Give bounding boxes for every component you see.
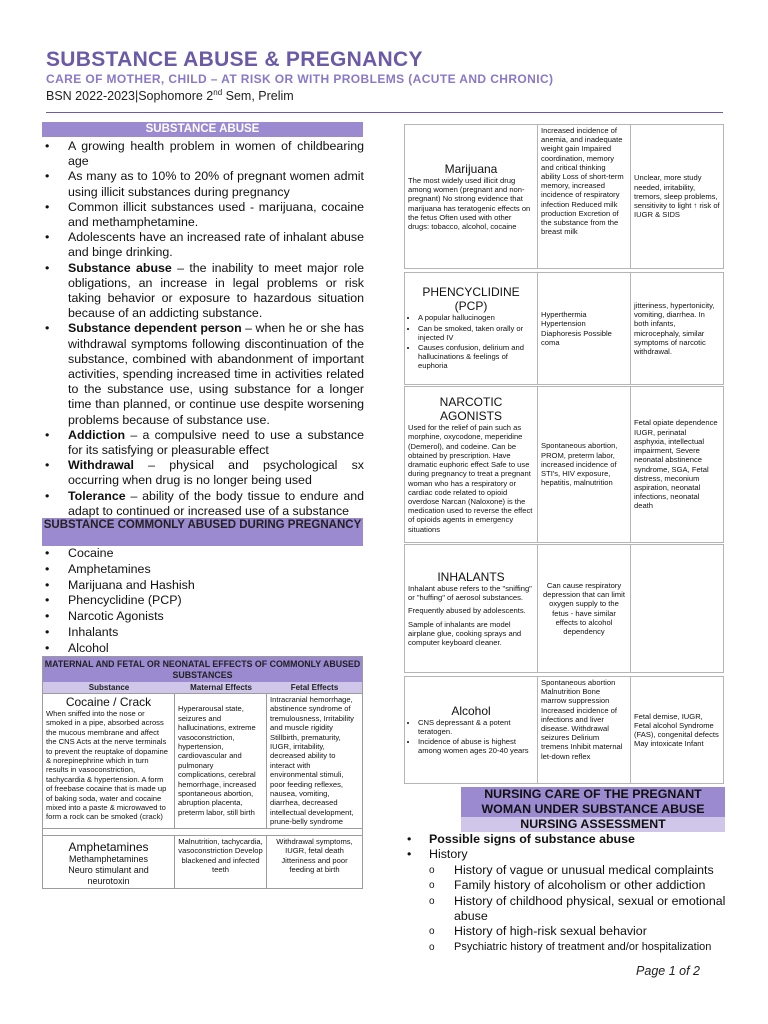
sublist-item: o History of childhood physical, sexual or emotional abuse	[429, 894, 726, 925]
maternal-effects-cell: Can cause respiratory depression that can limit oxygen supply to the fetus - have similar effects to alcohol dependency	[538, 545, 631, 672]
table-spacer	[43, 828, 362, 835]
fetal-effects-cell: Intracranial hemorrhage, abstinence syndrome of tremulousness, Irritability and muscle rigidity Stillbirth, prematurity, IUGR, irritability, decreased ability to interact with environmental stimuli, poor feeding reflexes, nausea, vomiting, diarrhea, decreased intellectual development, prune-belly syndrome	[270, 695, 354, 827]
substance-description: When sniffed into the nose or smoked in a pipe, absorbed across the mucous membrane and affect the CNS Acts at the nerve terminals to prevent the reuptake of dopamine & norepinephrine which in turn results in vasoconstriction, tachycardia & hypertension. A form of freebase cocaine that is made up of baking soda, water and cocaine mixed into a paste & microwaved to form a rock can be smoked (crack)	[46, 709, 169, 822]
section-header-nursing-care: NURSING CARE OF THE PREGNANT WOMAN UNDER SUBSTANCE ABUSE	[461, 787, 725, 817]
effects-table-header	[43, 682, 362, 693]
maternal-effects-cell: Hyperarousal state, seizures and hallucinations, extreme vasoconstriction, hypertension, cardiovascular and pulmonary complications, cerebral hemorrhage, increased spontaneous abortion, abruption placenta, preterm labor, still birth	[175, 694, 267, 828]
list-item: • Withdrawal – physical and psychological sx occurring when drug is no longer being used	[42, 458, 364, 488]
table-row-amphetamines	[43, 835, 362, 888]
meta-sup: nd	[213, 88, 223, 97]
fetal-effects-cell: Unclear, more study needed, irritability, tremors, sleep problems, sensitivity to light ↑ risk of IUGR & SIDS	[634, 173, 720, 220]
list-item: • Inhalants	[42, 625, 364, 641]
effects-table	[42, 656, 363, 889]
section-header-nursing-assessment: NURSING ASSESSMENT	[461, 817, 725, 832]
effects-table-title: MATERNAL AND FETAL OR NEONATAL EFFECTS OF COMMONLY ABUSED SUBSTANCES	[44, 659, 361, 680]
table-row-alcohol	[404, 676, 724, 784]
substance-cell: INHALANTS Inhalant abuse refers to the "sniffing" or "huffing" of aerosol substances. Frequently abused by adolescents. Sample of inhalants are model airplane glue, cooking sprays and computer keyboard cleaner.	[405, 545, 538, 672]
column-header: Substance	[88, 683, 130, 692]
table-row-marijuana	[404, 124, 724, 269]
substance-name: PHENCYCLIDINE (PCP)	[422, 285, 520, 314]
substance-name: Cocaine / Crack	[65, 695, 152, 709]
fetal-effects-cell: Withdrawal symptoms, IUGR, fetal death Jitteriness and poor feeding at birth	[276, 836, 353, 874]
substance-cell: Amphetamines Methamphetamines Neuro stimulant and neurotoxin	[43, 836, 175, 888]
column-header: Fetal Effects	[290, 683, 339, 692]
list-item: • As many as to 10% to 20% of pregnant women admit using illicit substances during pregnancy	[42, 169, 364, 199]
maternal-effects-cell: Increased incidence of anemia, and inadequate weight gain Impaired coordination, memory and critical thinking ability Loss of short-term memory, increased incidence of respiratory infection Reduced milk production Excretion of the substance from the breast milk	[538, 125, 631, 268]
list-item: • Substance dependent person – when he or she has withdrawal symptoms following discontinuation of the substance, combined with abandonment of important activities, spending increased time in activities related to the substance use, using substance for a longer time than planned, or continue use despite worsening problems because of substance use.	[42, 321, 364, 427]
substance-name: Marijuana	[444, 161, 498, 176]
list-item: • Addiction – a compulsive need to use a substance for its satisfying or pleasurable effect	[42, 428, 364, 458]
column-header: Maternal Effects	[190, 683, 252, 692]
list-item: • History o History of vague or unusual medical complaints o Family history of alcoholism or other addiction o History of childhood physical, sexual or emotional abuse o History of high-risk sexual behavior o Psychiatric history of treatment and/or hospitalization	[404, 847, 726, 955]
maternal-effects-cell: Hyperthermia Hypertension Diaphoresis Possible coma	[538, 273, 631, 384]
list-item: • A growing health problem in women of childbearing age	[42, 139, 364, 169]
page-number: Page 1 of 2	[636, 964, 700, 978]
list-item: • Possible signs of substance abuse	[404, 832, 726, 847]
fetal-effects-cell: Fetal opiate dependence IUGR, perinatal asphyxia, intellectual impairment, Severe neonatal abstinence syndrome, SGA, Fetal distress, meconium aspiration, neonatal infections, neonatal death	[634, 418, 718, 511]
substance-cell: Marijuana The most widely used illicit drug among women (pregnant and non-pregnant) No strong evidence that marijuana has teratogenic effects on the fetus Often used with other drugs: tobacco, alcohol, cocaine	[405, 125, 538, 268]
section-header-substance-abuse: SUBSTANCE ABUSE	[42, 122, 363, 137]
history-sublist	[429, 863, 726, 955]
list-item: • Phencyclidine (PCP)	[42, 593, 364, 609]
header-divider	[46, 112, 723, 113]
list-item: • Substance abuse – the inability to meet major role obligations, an increase in legal problems or risk taking behavior or exposure to hazardous situation because of an addicting substance.	[42, 261, 364, 322]
fetal-effects-cell	[631, 545, 723, 672]
list-item: • Adolescents have an increased rate of inhalant abuse and binge drinking.	[42, 230, 364, 260]
meta-suffix: Sem, Prelim	[222, 89, 294, 104]
maternal-effects-cell: Spontaneous abortion Malnutrition Bone marrow suppression Increased incidence of infections and liver disease. Withdrawal seizures Delirium tremens Inhibit maternal let-down reflex	[538, 677, 631, 783]
substance-cell: PHENCYCLIDINE (PCP) • A popular hallucinogen • Can be smoked, taken orally or injected IV • Causes confusion, delirium and hallucinations & feelings of euphoria	[405, 273, 538, 384]
meta-prefix: BSN 2022-2023|Sophomore 2	[46, 89, 214, 104]
table-row-inhalants	[404, 544, 724, 673]
substance-cell: NARCOTIC AGONISTS Used for the relief of pain such as morphine, oxycodone, meperidine (Demerol), and codeine. Can be obtained by prescription. Have dramatic euphoric effect Safe to use during pregnancy to treat a pregnant woman who has a respiratory or cardiac code related to opioid overdose Narcan (Naloxone) is the medication used to reverse the effect of opioids agents in emergency situations	[405, 387, 538, 542]
maternal-effects-cell: Malnutrition, tachycardia, vasoconstriction Develop blackened and infected teeth	[175, 836, 267, 888]
nursing-assessment-list	[404, 832, 726, 955]
list-item: • Common illicit substances used - marijuana, cocaine and methamphetamine.	[42, 200, 364, 230]
substance-name: INHALANTS	[437, 569, 505, 584]
sublist-item: o Family history of alcoholism or other addiction	[429, 878, 726, 893]
maternal-effects-cell: Spontaneous abortion, PROM, preterm labor, increased incidence of STI's, HIV exposure, hepatitis, malnutrition	[538, 387, 631, 542]
commonly-abused-list	[42, 546, 364, 657]
course-meta	[46, 88, 294, 103]
table-row-cocaine	[43, 693, 362, 828]
substance-name: Amphetamines	[68, 839, 149, 854]
sublist-item: o Psychiatric history of treatment and/or hospitalization	[429, 940, 726, 955]
course-subtitle: CARE OF MOTHER, CHILD – AT RISK OR WITH PROBLEMS (ACUTE AND CHRONIC)	[46, 72, 554, 86]
table-row-narcotic	[404, 386, 724, 543]
table-row-pcp	[404, 272, 724, 385]
sublist-item: o History of vague or unusual medical complaints	[429, 863, 726, 878]
list-item: • Amphetamines	[42, 562, 364, 578]
sublist-item: o History of high-risk sexual behavior	[429, 924, 726, 939]
fetal-effects-cell: Fetal demise, IUGR, Fetal alcohol Syndrome (FAS), congenital defects May intoxicate Infant	[634, 711, 719, 749]
list-item: • Marijuana and Hashish	[42, 578, 364, 594]
substance-cell	[43, 694, 175, 828]
list-item: • Tolerance – ability of the body tissue to endure and adapt to continued or increased use of a substance	[42, 489, 364, 519]
substance-name: NARCOTIC AGONISTS	[439, 395, 503, 424]
section-header-commonly-abused: SUBSTANCE COMMONLY ABUSED DURING PREGNANCY	[42, 518, 363, 546]
substance-cell: Alcohol • CNS depressant & a potent teratogen. • Incidence of abuse is highest among women ages 20-40 years	[405, 677, 538, 783]
page-title: SUBSTANCE ABUSE & PREGNANCY	[46, 48, 423, 71]
list-item: • Alcohol	[42, 641, 364, 657]
substance-name: Alcohol	[451, 703, 491, 718]
list-item: • Cocaine	[42, 546, 364, 562]
substance-abuse-list	[42, 139, 364, 519]
list-item: • Narcotic Agonists	[42, 609, 364, 625]
fetal-effects-cell: jitteriness, hypertonicity, vomiting, diarrhea. In both infants, microcephaly, similar symptoms of narcotic withdrawal.	[634, 300, 715, 356]
